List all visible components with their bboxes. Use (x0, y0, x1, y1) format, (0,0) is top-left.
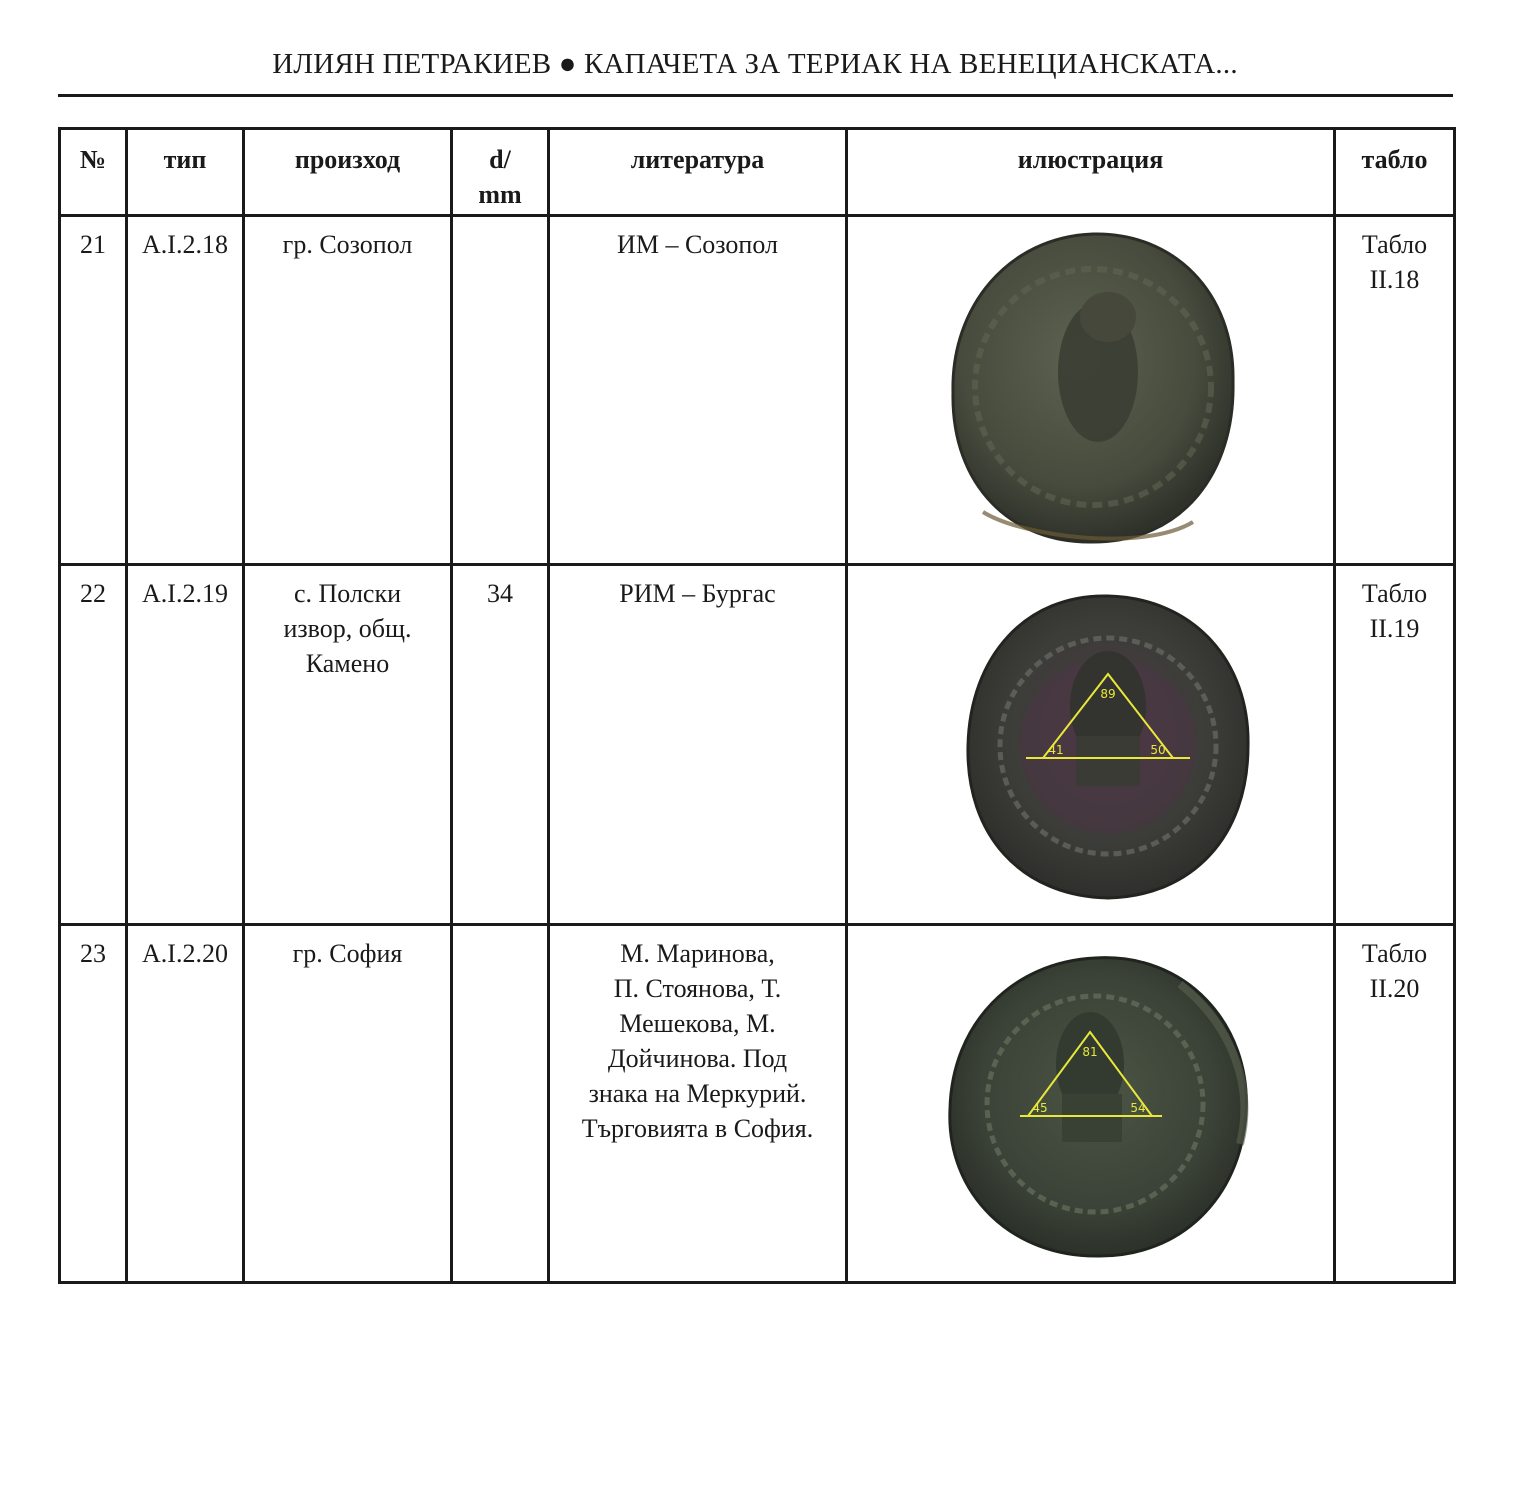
diameter-header-line2: mm (478, 180, 522, 209)
col-header-type: тип (127, 129, 244, 216)
table-row (60, 565, 1455, 925)
plate-line1: Табло (1361, 230, 1428, 259)
cell-diameter (452, 216, 549, 565)
cell-type: A.I.2.18 (127, 216, 244, 565)
coin-image-21 (943, 222, 1243, 552)
cell-origin: гр. София (244, 925, 452, 1283)
plate-line2: II.19 (1369, 614, 1420, 643)
literature-line: Дойчинова. Под (607, 1044, 788, 1073)
table-row (60, 216, 1455, 565)
cell-type: A.I.2.19 (127, 565, 244, 925)
header-rule (58, 94, 1453, 97)
coin-image-22 (958, 586, 1258, 906)
cell-illustration (847, 925, 1335, 1283)
literature-line: Търговията в София. (581, 1114, 814, 1143)
cell-illustration (847, 565, 1335, 925)
plate-line2: II.20 (1369, 974, 1420, 1003)
header-row (60, 129, 1455, 216)
origin-line3: Камено (305, 649, 390, 678)
col-header-illustration: илюстрация (847, 129, 1335, 216)
literature-line: Мешекова, М. (619, 1009, 776, 1038)
angle-label-right: 50 (1150, 743, 1166, 757)
origin-line1: с. Полски (293, 579, 402, 608)
cell-literature: ИМ – Созопол (549, 216, 847, 565)
plate-line1: Табло (1361, 579, 1428, 608)
cell-literature: РИМ – Бургас (549, 565, 847, 925)
angle-label-right: 54 (1130, 1101, 1146, 1115)
cell-literature (549, 925, 847, 1283)
catalog-table (58, 127, 1456, 1284)
coin-image-23 (940, 944, 1260, 1264)
cell-no: 21 (60, 216, 127, 565)
cell-no: 23 (60, 925, 127, 1283)
cell-origin: гр. Созопол (244, 216, 452, 565)
cell-illustration (847, 216, 1335, 565)
cell-plate (1335, 925, 1455, 1283)
col-header-no: № (60, 129, 127, 216)
angle-label-top: 81 (1082, 1045, 1098, 1059)
table-row (60, 925, 1455, 1283)
cell-no: 22 (60, 565, 127, 925)
plate-line2: II.18 (1369, 265, 1420, 294)
angle-label-left: 45 (1032, 1101, 1048, 1115)
angle-label-left: 41 (1048, 743, 1064, 757)
angle-label-top: 89 (1100, 687, 1116, 701)
cell-origin (244, 565, 452, 925)
cell-type: A.I.2.20 (127, 925, 244, 1283)
origin-line2: извор, общ. (283, 614, 412, 643)
literature-line: знака на Меркурий. (588, 1079, 807, 1108)
cell-plate (1335, 216, 1455, 565)
diameter-header-line1: d/ (489, 145, 511, 174)
col-header-origin: произход (244, 129, 452, 216)
cell-diameter: 34 (452, 565, 549, 925)
running-head: ИЛИЯН ПЕТРАКИЕВ ● КАПАЧЕТА ЗА ТЕРИАК НА ВЕНЕЦИАНСКАТА... (272, 48, 1238, 80)
literature-line: П. Стоянова, Т. (613, 974, 782, 1003)
cell-plate (1335, 565, 1455, 925)
cell-diameter (452, 925, 549, 1283)
literature-line: М. Маринова, (620, 939, 775, 968)
col-header-diameter (452, 129, 549, 216)
col-header-literature: литература (549, 129, 847, 216)
plate-line1: Табло (1361, 939, 1428, 968)
col-header-plate: табло (1335, 129, 1455, 216)
